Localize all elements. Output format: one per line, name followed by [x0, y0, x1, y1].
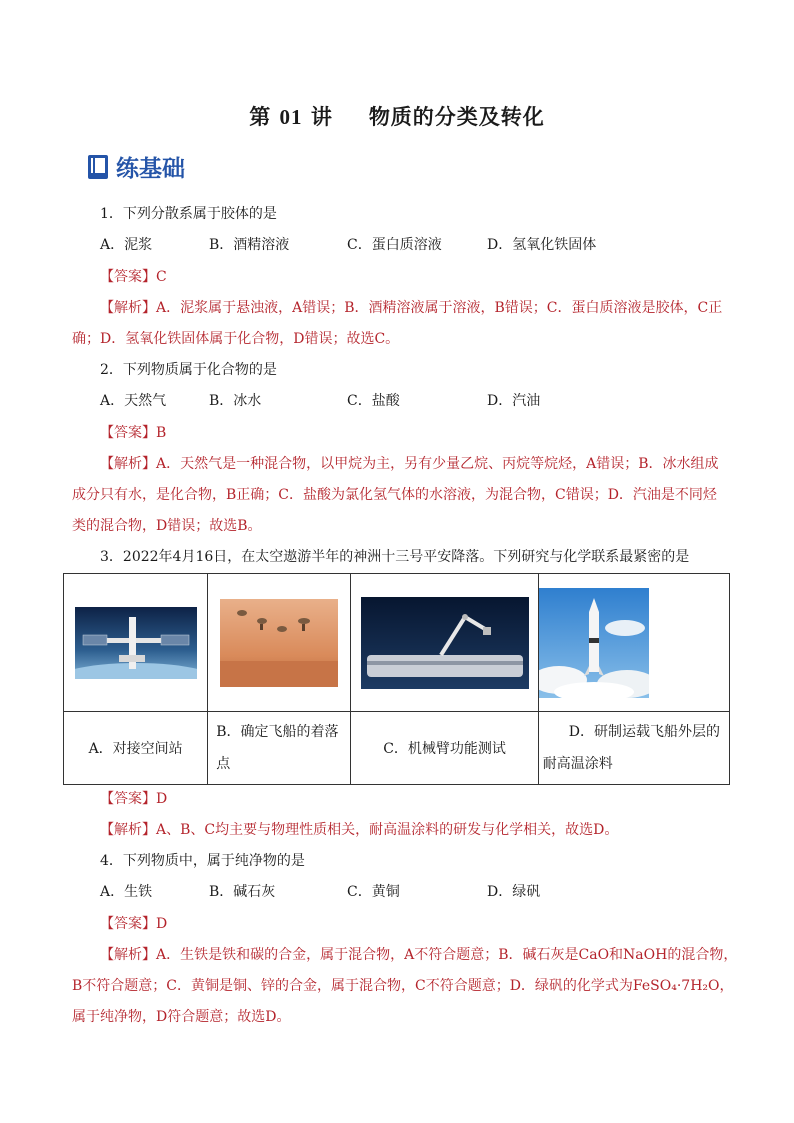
q1-option-d: D．氢氧化铁固体 — [487, 237, 597, 253]
q2-option-d: D．汽油 — [487, 393, 541, 409]
section-header — [88, 150, 185, 183]
q2-option-c: C．盐酸 — [347, 393, 400, 409]
q3-image-cell-c — [351, 574, 538, 712]
q3-image-cell-d — [538, 574, 729, 712]
q2-analysis-line1: 【解析】A．天然气是一种混合物，以甲烷为主，另有少量乙烷、丙烷等烷烃，A错误；B．冰水组成 — [100, 456, 719, 472]
q2-option-b: B．冰水 — [209, 393, 262, 409]
title-main: 物质的分类及转化 — [368, 104, 545, 129]
q3-image-cell-a — [64, 574, 208, 712]
q1-option-b: B．酒精溶液 — [209, 237, 290, 253]
q3-image-cell-b — [208, 574, 351, 712]
q1-option-a: A．泥浆 — [100, 237, 153, 253]
q1-analysis-line2: 确；D．氢氧化铁固体属于化合物，D错误；故选C。 — [72, 331, 400, 347]
section-label: 练基础 — [116, 156, 185, 182]
q3-stem: 3．2022年4月16日，在太空遨游半年的神洲十三号平安降落。下列研究与化学联系最紧密的是 — [100, 549, 690, 565]
q3-option-a-caption: A．对接空间站 — [88, 741, 183, 757]
q1-analysis-line1: 【解析】A．泥浆属于悬浊液，A错误；B．酒精溶液属于溶液，B错误；C．蛋白质溶液是胶体，C正 — [100, 300, 723, 316]
q3-options-table — [63, 573, 730, 785]
q3-answer: 【答案】D — [100, 791, 168, 807]
q2-stem: 2．下列物质属于化合物的是 — [100, 362, 277, 378]
q4-answer: 【答案】D — [100, 916, 168, 932]
q3-option-b-caption-line2: 点 — [216, 756, 231, 772]
robotic-arm-image — [361, 597, 529, 689]
q4-analysis-line3: 属于纯净物，D符合题意；故选D。 — [72, 1009, 291, 1025]
q2-answer: 【答案】B — [100, 425, 167, 441]
q3-option-b — [208, 712, 351, 785]
q3-analysis: 【解析】A、B、C均主要与物理性质相关，耐高温涂料的研发与化学相关，故选D。 — [100, 822, 619, 838]
q2-analysis-line3: 类的混合物，D错误；故选B。 — [72, 518, 262, 534]
q4-stem: 4．下列物质中，属于纯净物的是 — [100, 853, 305, 869]
q4-option-d: D．绿矾 — [487, 884, 541, 900]
q1-option-c: C．蛋白质溶液 — [347, 237, 442, 253]
q3-option-d — [538, 712, 729, 785]
title-mid: 讲 — [310, 104, 333, 129]
q3-option-c-caption: C．机械臂功能测试 — [383, 741, 506, 757]
q3-option-c — [351, 712, 538, 785]
q4-option-a: A．生铁 — [100, 884, 153, 900]
rocket-launch-image — [539, 588, 649, 698]
q1-answer: 【答案】C — [100, 269, 167, 285]
title-number: 01 — [279, 105, 303, 129]
q4-option-b: B．碱石灰 — [209, 884, 276, 900]
title-prefix: 第 — [249, 104, 272, 129]
q1-stem: 1．下列分散系属于胶体的是 — [100, 206, 277, 222]
q4-option-c: C．黄铜 — [347, 884, 400, 900]
q3-option-d-caption-line1: D．研制运载飞船外层的 — [568, 724, 720, 740]
q3-option-a — [64, 712, 208, 785]
landing-capsule-image — [220, 599, 338, 687]
space-station-image — [75, 607, 197, 679]
q4-analysis-line1: 【解析】A．生铁是铁和碳的合金，属于混合物，A不符合题意；B．碱石灰是CaO和NaOH的混合物， — [100, 947, 738, 963]
page-title — [0, 101, 794, 131]
q2-option-a: A．天然气 — [100, 393, 167, 409]
q4-analysis-line2: B不符合题意；C．黄铜是铜、锌的合金，属于混合物，C不符合题意；D．绿矾的化学式为FeSO₄·7H₂O， — [72, 978, 734, 994]
book-icon — [88, 155, 110, 179]
q3-option-d-caption-line2: 耐高温涂料 — [542, 756, 613, 772]
q3-option-b-caption-line1: B．确定飞船的着落 — [216, 724, 339, 740]
q2-analysis-line2: 成分只有水，是化合物，B正确；C．盐酸为氯化氢气体的水溶液，为混合物，C错误；D．汽油是不同烃 — [72, 487, 717, 503]
